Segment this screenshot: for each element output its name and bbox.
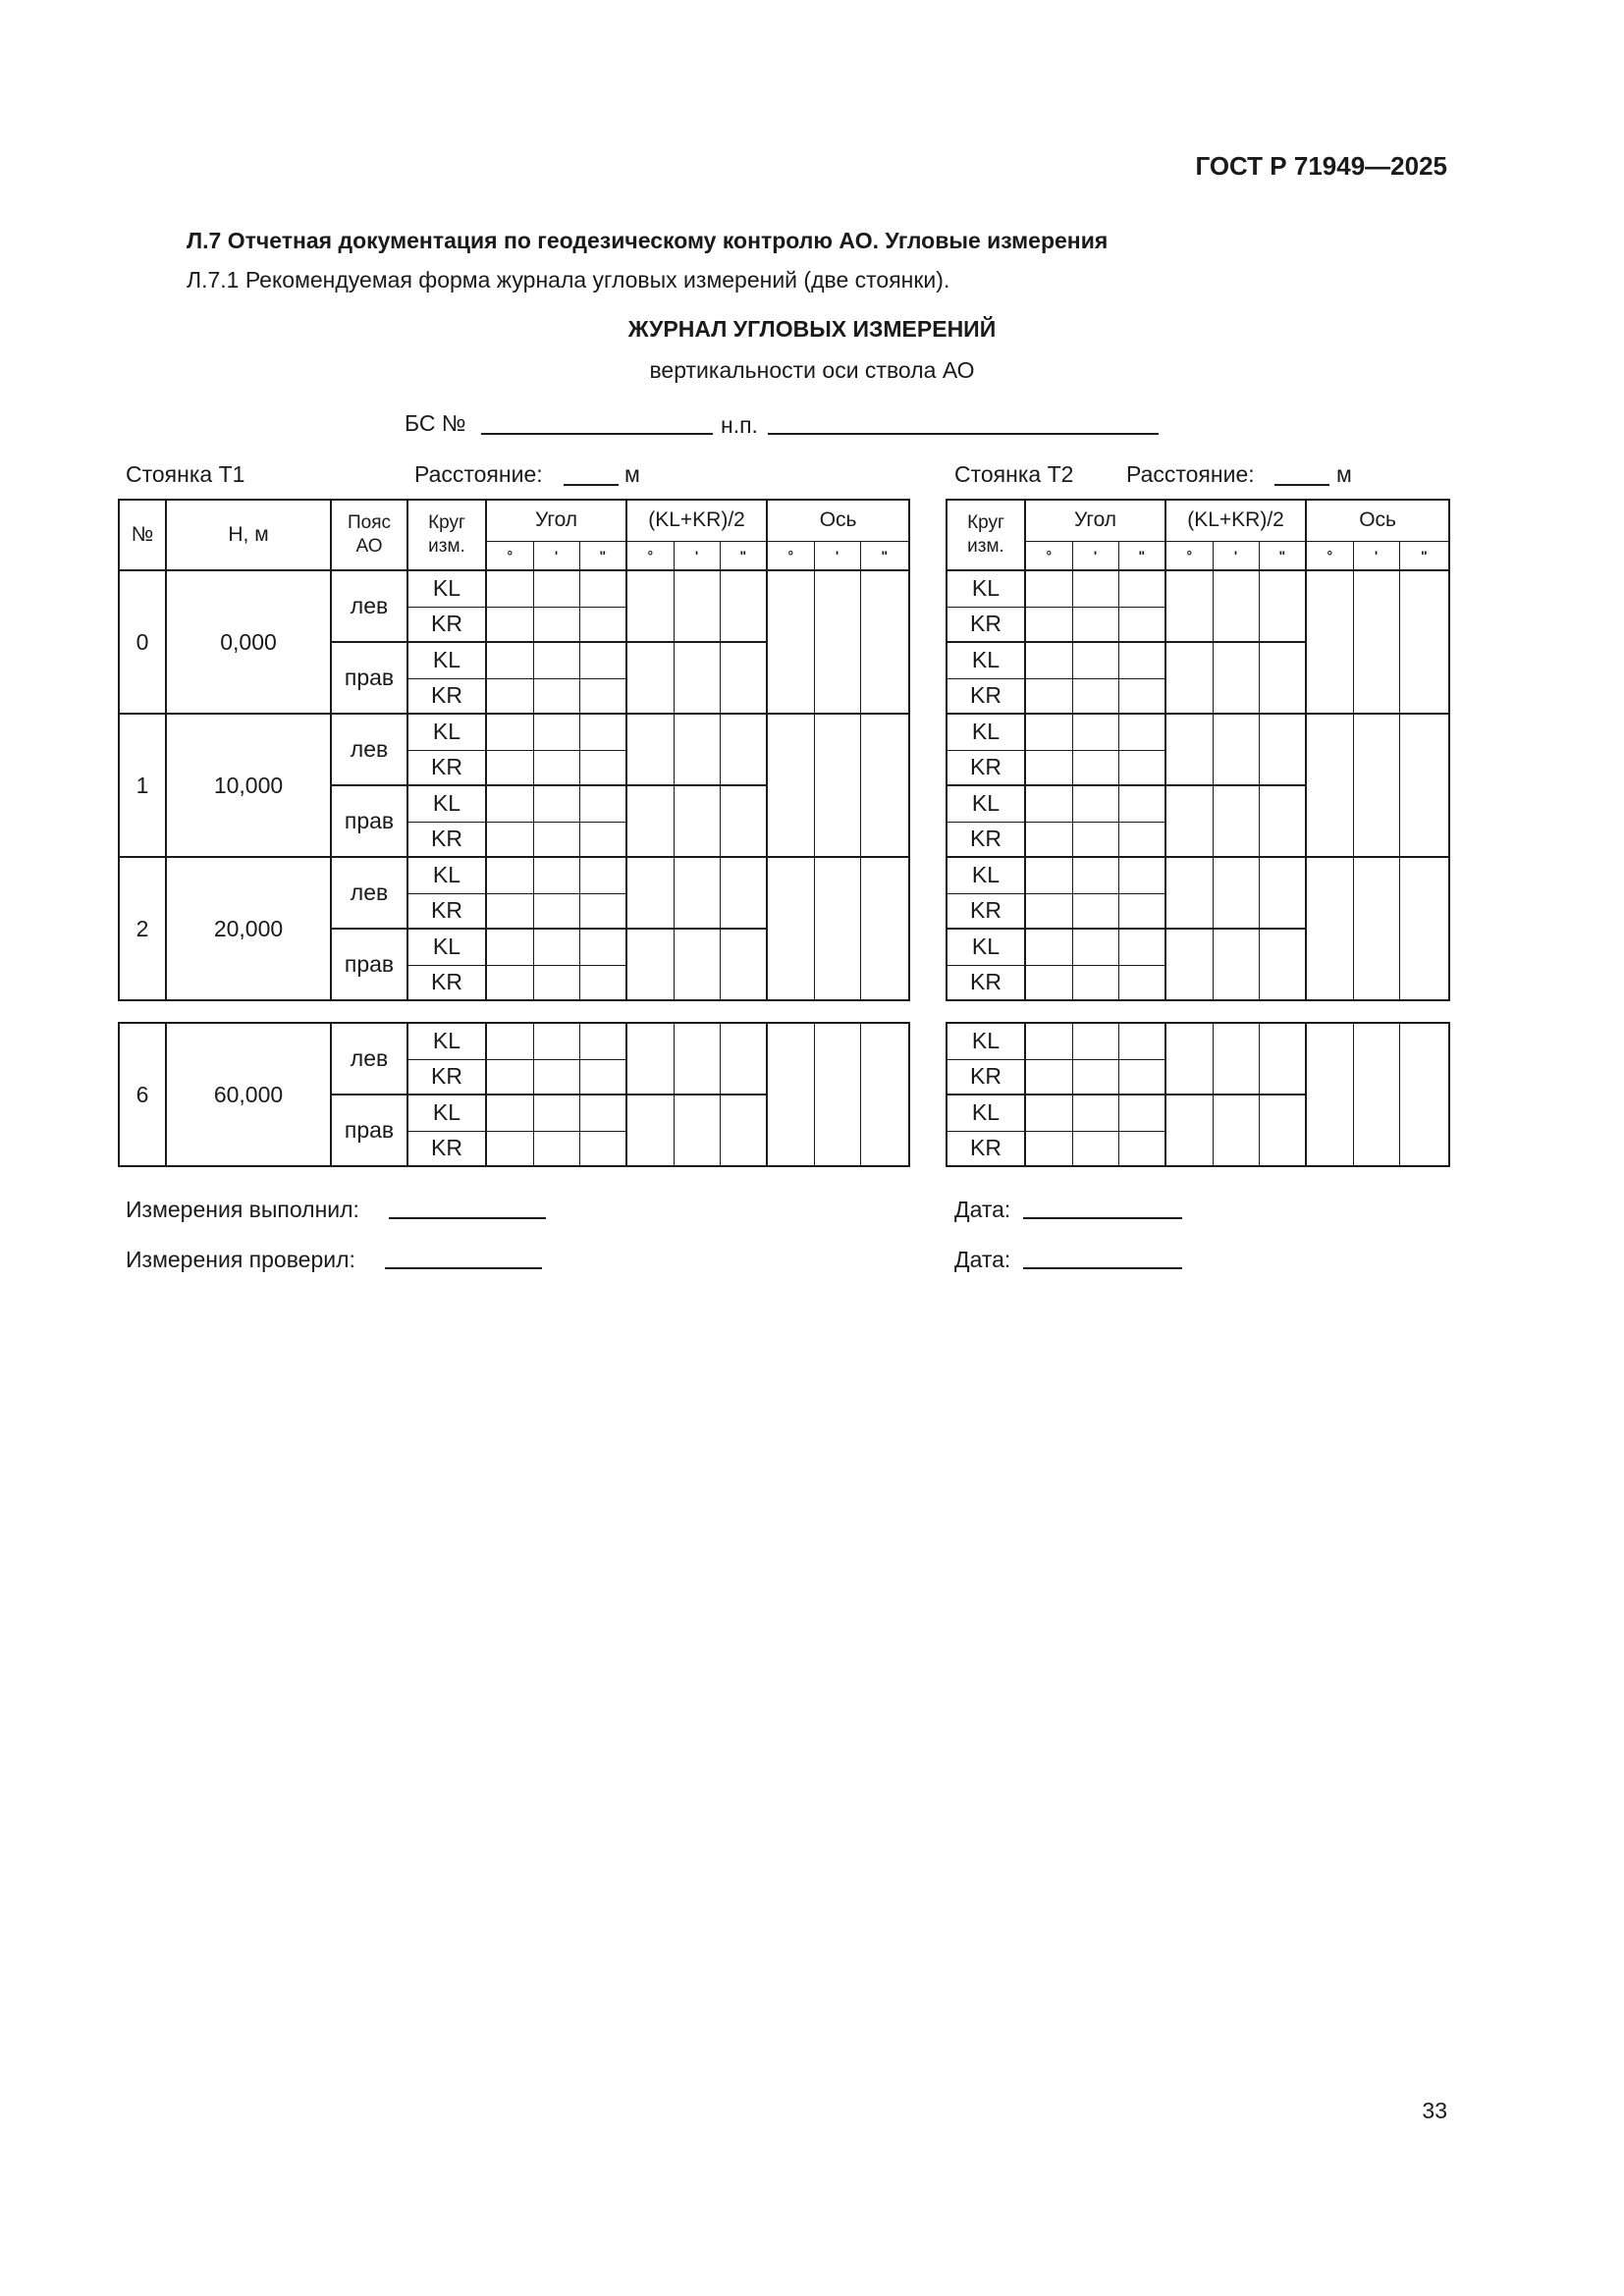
angle-min-cell[interactable] <box>1072 678 1118 714</box>
angle-deg-cell[interactable] <box>486 714 533 750</box>
mean-sec-cell[interactable] <box>720 857 767 929</box>
axis-deg-cell[interactable] <box>1306 1023 1353 1166</box>
axis-sec-cell[interactable] <box>860 1023 909 1166</box>
mean-sec-cell[interactable] <box>720 714 767 785</box>
circle-kr: KR <box>947 1059 1025 1095</box>
mean-sec-cell[interactable] <box>1259 1023 1306 1095</box>
angle-deg-cell[interactable] <box>1025 607 1072 642</box>
journal-subtitle: вертикальности оси ствола АО <box>649 357 975 383</box>
mean-sec-cell[interactable] <box>720 1095 767 1166</box>
angle-sec-cell[interactable] <box>1118 750 1165 785</box>
station2-label: Стоянка Т2 <box>954 461 1074 487</box>
mean-deg-cell[interactable] <box>1165 929 1213 1000</box>
angle-min-cell[interactable] <box>533 1095 579 1131</box>
mean-min-cell[interactable] <box>1213 642 1259 714</box>
row-number: 2 <box>119 857 166 1000</box>
journal-title: ЖУРНАЛ УГЛОВЫХ ИЗМЕРЕНИЙ <box>627 316 997 342</box>
second-symbol: " <box>1118 541 1165 570</box>
mean-min-cell[interactable] <box>674 1023 720 1095</box>
angle-min-cell[interactable] <box>533 965 579 1000</box>
minute-symbol: ' <box>1353 541 1399 570</box>
station2-unit: м <box>1336 461 1352 487</box>
mean-sec-cell[interactable] <box>720 570 767 642</box>
mean-sec-cell[interactable] <box>1259 714 1306 785</box>
angle-sec-cell[interactable] <box>1118 785 1165 822</box>
angle-min-cell[interactable] <box>533 822 579 857</box>
degree-symbol: ° <box>767 541 814 570</box>
angle-sec-cell[interactable] <box>1118 1095 1165 1131</box>
angle-deg-cell[interactable] <box>486 750 533 785</box>
mean-sec-cell[interactable] <box>720 929 767 1000</box>
angle-deg-cell[interactable] <box>486 607 533 642</box>
mean-deg-cell[interactable] <box>1165 642 1213 714</box>
angle-deg-cell[interactable] <box>486 785 533 822</box>
axis-min-cell[interactable] <box>814 1023 860 1166</box>
circle-kr: KR <box>407 893 486 929</box>
section-title: Л.7 Отчетная документация по геодезическому контролю АО. Угловые измерения <box>187 228 1109 253</box>
angle-sec-cell[interactable] <box>579 1095 626 1131</box>
angle-deg-cell[interactable] <box>486 857 533 893</box>
circle-kl: KL <box>407 570 486 607</box>
second-symbol: " <box>1259 541 1306 570</box>
minute-symbol: ' <box>1213 541 1259 570</box>
circle-kr: KR <box>947 965 1025 1000</box>
circle-kl: KL <box>407 714 486 750</box>
circle-kr: KR <box>947 822 1025 857</box>
mean-sec-cell[interactable] <box>1259 570 1306 642</box>
checked-date-field[interactable] <box>1023 1267 1182 1269</box>
angle-min-cell[interactable] <box>533 714 579 750</box>
axis-min-cell[interactable] <box>1353 1023 1399 1166</box>
bs-number-field[interactable] <box>481 433 713 435</box>
belt-left: лев <box>331 570 407 642</box>
axis-deg-cell[interactable] <box>767 570 814 714</box>
angle-deg-cell[interactable] <box>1025 893 1072 929</box>
axis-deg-cell[interactable] <box>1306 857 1353 1000</box>
minute-symbol: ' <box>1072 541 1118 570</box>
axis-deg-cell[interactable] <box>1306 570 1353 714</box>
page-number: 33 <box>1422 2098 1447 2123</box>
angle-min-cell[interactable] <box>533 1059 579 1095</box>
col-circle-header: Круг изм. <box>407 500 486 570</box>
angle-sec-cell[interactable] <box>579 678 626 714</box>
axis-sec-cell[interactable] <box>860 570 909 714</box>
second-symbol: " <box>720 541 767 570</box>
station1-label: Стоянка Т1 <box>126 461 245 487</box>
mean-sec-cell[interactable] <box>720 1023 767 1095</box>
angle-sec-cell[interactable] <box>579 607 626 642</box>
angle-sec-cell[interactable] <box>1118 642 1165 678</box>
performed-date-field[interactable] <box>1023 1217 1182 1219</box>
section-subtitle: Л.7.1 Рекомендуемая форма журнала угловых измерений (две стоянки). <box>187 267 950 293</box>
axis-sec-cell[interactable] <box>1399 1023 1449 1166</box>
axis-sec-cell[interactable] <box>860 857 909 1000</box>
circle-kr: KR <box>947 893 1025 929</box>
performed-signature-field[interactable] <box>389 1217 546 1219</box>
angle-deg-cell[interactable] <box>1025 750 1072 785</box>
angle-sec-cell[interactable] <box>579 1023 626 1059</box>
mean-min-cell[interactable] <box>1213 785 1259 857</box>
circle-kl: KL <box>407 642 486 678</box>
np-field[interactable] <box>768 433 1159 435</box>
angle-min-cell[interactable] <box>1072 1131 1118 1166</box>
circle-kl: KL <box>947 785 1025 822</box>
angle-min-cell[interactable] <box>1072 642 1118 678</box>
bs-label: БС № <box>405 410 466 436</box>
row-number: 6 <box>119 1023 166 1166</box>
col-mean-header: (KL+KR)/2 <box>626 500 767 541</box>
angle-deg-cell[interactable] <box>486 822 533 857</box>
angle-deg-cell[interactable] <box>1025 785 1072 822</box>
angle-min-cell[interactable] <box>1072 965 1118 1000</box>
circle-kl: KL <box>407 1095 486 1131</box>
mean-min-cell[interactable] <box>674 857 720 929</box>
belt-right: прав <box>331 929 407 1000</box>
station1-table <box>118 499 910 1001</box>
angle-deg-cell[interactable] <box>486 678 533 714</box>
mean-min-cell[interactable] <box>674 785 720 857</box>
angle-min-cell[interactable] <box>1072 893 1118 929</box>
angle-deg-cell[interactable] <box>1025 1059 1072 1095</box>
angle-sec-cell[interactable] <box>579 1059 626 1095</box>
second-symbol: " <box>579 541 626 570</box>
row-number: 1 <box>119 714 166 857</box>
mean-deg-cell[interactable] <box>626 1023 674 1095</box>
angle-deg-cell[interactable] <box>486 1059 533 1095</box>
station1-distance-label: Расстояние: <box>414 461 543 487</box>
mean-deg-cell[interactable] <box>1165 857 1213 929</box>
axis-min-cell[interactable] <box>1353 570 1399 714</box>
mean-sec-cell[interactable] <box>1259 857 1306 929</box>
mean-min-cell[interactable] <box>674 570 720 642</box>
angle-sec-cell[interactable] <box>1118 893 1165 929</box>
circle-kr: KR <box>947 1131 1025 1166</box>
circle-kl: KL <box>947 570 1025 607</box>
circle-kr: KR <box>407 607 486 642</box>
angle-min-cell[interactable] <box>1072 822 1118 857</box>
belt-right: прав <box>331 785 407 857</box>
angle-sec-cell[interactable] <box>579 965 626 1000</box>
angle-sec-cell[interactable] <box>1118 678 1165 714</box>
axis-sec-cell[interactable] <box>1399 857 1449 1000</box>
station1-distance-field[interactable] <box>564 484 619 486</box>
angle-sec-cell[interactable] <box>1118 607 1165 642</box>
mean-sec-cell[interactable] <box>720 642 767 714</box>
minute-symbol: ' <box>674 541 720 570</box>
degree-symbol: ° <box>1306 541 1353 570</box>
angle-sec-cell[interactable] <box>579 785 626 822</box>
checked-label: Измерения проверил: <box>126 1247 355 1272</box>
belt-left: лев <box>331 714 407 785</box>
angle-min-cell[interactable] <box>533 929 579 965</box>
angle-deg-cell[interactable] <box>486 893 533 929</box>
angle-sec-cell[interactable] <box>579 857 626 893</box>
station2-distance-field[interactable] <box>1274 484 1329 486</box>
mean-deg-cell[interactable] <box>626 1095 674 1166</box>
checked-date-label: Дата: <box>954 1247 1011 1272</box>
angle-sec-cell[interactable] <box>579 714 626 750</box>
axis-min-cell[interactable] <box>814 857 860 1000</box>
minute-symbol: ' <box>533 541 579 570</box>
second-symbol: " <box>860 541 909 570</box>
col-axis-header: Ось <box>1306 500 1449 541</box>
mean-min-cell[interactable] <box>674 929 720 1000</box>
circle-kl: KL <box>947 857 1025 893</box>
angle-sec-cell[interactable] <box>1118 857 1165 893</box>
angle-deg-cell[interactable] <box>486 965 533 1000</box>
mean-deg-cell[interactable] <box>626 642 674 714</box>
mean-deg-cell[interactable] <box>626 929 674 1000</box>
row-height: 10,000 <box>166 714 331 857</box>
angle-min-cell[interactable] <box>533 678 579 714</box>
degree-symbol: ° <box>1025 541 1072 570</box>
angle-sec-cell[interactable] <box>579 1131 626 1166</box>
angle-min-cell[interactable] <box>1072 1059 1118 1095</box>
angle-min-cell[interactable] <box>533 785 579 822</box>
angle-min-cell[interactable] <box>533 607 579 642</box>
angle-min-cell[interactable] <box>1072 714 1118 750</box>
axis-min-cell[interactable] <box>1353 714 1399 857</box>
performed-date-label: Дата: <box>954 1197 1011 1222</box>
angle-min-cell[interactable] <box>1072 570 1118 607</box>
angle-deg-cell[interactable] <box>1025 570 1072 607</box>
circle-kr: KR <box>947 607 1025 642</box>
col-mean-header: (KL+KR)/2 <box>1165 500 1306 541</box>
angle-min-cell[interactable] <box>1072 607 1118 642</box>
mean-min-cell[interactable] <box>674 1095 720 1166</box>
angle-min-cell[interactable] <box>1072 857 1118 893</box>
angle-deg-cell[interactable] <box>1025 822 1072 857</box>
mean-min-cell[interactable] <box>1213 1023 1259 1095</box>
angle-deg-cell[interactable] <box>1025 642 1072 678</box>
axis-min-cell[interactable] <box>814 714 860 857</box>
angle-deg-cell[interactable] <box>486 1131 533 1166</box>
angle-sec-cell[interactable] <box>579 570 626 607</box>
angle-min-cell[interactable] <box>1072 750 1118 785</box>
axis-deg-cell[interactable] <box>1306 714 1353 857</box>
station2-distance-label: Расстояние: <box>1126 461 1255 487</box>
angle-deg-cell[interactable] <box>1025 714 1072 750</box>
mean-deg-cell[interactable] <box>1165 785 1213 857</box>
angle-min-cell[interactable] <box>1072 785 1118 822</box>
station1-unit: м <box>624 461 640 487</box>
angle-deg-cell[interactable] <box>1025 929 1072 965</box>
angle-sec-cell[interactable] <box>1118 1059 1165 1095</box>
mean-min-cell[interactable] <box>674 642 720 714</box>
mean-min-cell[interactable] <box>1213 714 1259 785</box>
angle-min-cell[interactable] <box>533 750 579 785</box>
angle-deg-cell[interactable] <box>1025 1095 1072 1131</box>
axis-deg-cell[interactable] <box>767 1023 814 1166</box>
station1-table-extra <box>118 1022 910 1167</box>
angle-deg-cell[interactable] <box>1025 965 1072 1000</box>
mean-deg-cell[interactable] <box>1165 714 1213 785</box>
mean-sec-cell[interactable] <box>1259 642 1306 714</box>
col-angle-header: Угол <box>1025 500 1165 541</box>
angle-sec-cell[interactable] <box>1118 570 1165 607</box>
axis-sec-cell[interactable] <box>860 714 909 857</box>
circle-kl: KL <box>407 785 486 822</box>
circle-kl: KL <box>947 714 1025 750</box>
mean-deg-cell[interactable] <box>626 857 674 929</box>
col-axis-header: Ось <box>767 500 909 541</box>
angle-deg-cell[interactable] <box>1025 857 1072 893</box>
circle-kl: KL <box>947 642 1025 678</box>
circle-kr: KR <box>407 822 486 857</box>
circle-kr: KR <box>407 1131 486 1166</box>
minute-symbol: ' <box>814 541 860 570</box>
angle-min-cell[interactable] <box>1072 929 1118 965</box>
axis-min-cell[interactable] <box>1353 857 1399 1000</box>
angle-sec-cell[interactable] <box>1118 965 1165 1000</box>
circle-kl: KL <box>947 929 1025 965</box>
angle-sec-cell[interactable] <box>1118 714 1165 750</box>
col-no-header: № <box>119 500 166 570</box>
row-height: 60,000 <box>166 1023 331 1166</box>
axis-sec-cell[interactable] <box>1399 714 1449 857</box>
belt-right: прав <box>331 642 407 714</box>
circle-kr: KR <box>407 965 486 1000</box>
circle-kl: KL <box>947 1095 1025 1131</box>
belt-left: лев <box>331 1023 407 1095</box>
checked-signature-field[interactable] <box>385 1267 542 1269</box>
circle-kr: KR <box>407 678 486 714</box>
circle-kr: KR <box>407 750 486 785</box>
angle-min-cell[interactable] <box>1072 1023 1118 1059</box>
mean-deg-cell[interactable] <box>1165 1095 1213 1166</box>
mean-deg-cell[interactable] <box>626 570 674 642</box>
col-circle-header: Круг изм. <box>947 500 1025 570</box>
circle-kr: KR <box>947 678 1025 714</box>
angle-deg-cell[interactable] <box>486 570 533 607</box>
row-height: 20,000 <box>166 857 331 1000</box>
angle-deg-cell[interactable] <box>486 1095 533 1131</box>
row-height: 0,000 <box>166 570 331 714</box>
angle-min-cell[interactable] <box>533 1131 579 1166</box>
angle-min-cell[interactable] <box>533 893 579 929</box>
performed-label: Измерения выполнил: <box>126 1197 359 1222</box>
angle-min-cell[interactable] <box>533 570 579 607</box>
col-angle-header: Угол <box>486 500 626 541</box>
angle-deg-cell[interactable] <box>1025 1023 1072 1059</box>
mean-deg-cell[interactable] <box>1165 570 1213 642</box>
circle-kl: KL <box>947 1023 1025 1059</box>
mean-sec-cell[interactable] <box>720 785 767 857</box>
angle-deg-cell[interactable] <box>1025 678 1072 714</box>
angle-deg-cell[interactable] <box>486 929 533 965</box>
document-standard-header: ГОСТ Р 71949—2025 <box>1195 151 1447 181</box>
degree-symbol: ° <box>486 541 533 570</box>
axis-deg-cell[interactable] <box>767 714 814 857</box>
angle-deg-cell[interactable] <box>1025 1131 1072 1166</box>
belt-left: лев <box>331 857 407 929</box>
mean-deg-cell[interactable] <box>1165 1023 1213 1095</box>
angle-sec-cell[interactable] <box>1118 1023 1165 1059</box>
angle-deg-cell[interactable] <box>486 642 533 678</box>
angle-sec-cell[interactable] <box>579 929 626 965</box>
circle-kr: KR <box>407 1059 486 1095</box>
second-symbol: " <box>1399 541 1449 570</box>
axis-sec-cell[interactable] <box>1399 570 1449 714</box>
col-h-header: Н, м <box>166 500 331 570</box>
mean-deg-cell[interactable] <box>626 714 674 785</box>
circle-kl: KL <box>407 929 486 965</box>
mean-min-cell[interactable] <box>674 714 720 785</box>
mean-sec-cell[interactable] <box>1259 785 1306 857</box>
mean-sec-cell[interactable] <box>1259 929 1306 1000</box>
circle-kl: KL <box>407 857 486 893</box>
angle-min-cell[interactable] <box>533 857 579 893</box>
row-number: 0 <box>119 570 166 714</box>
circle-kr: KR <box>947 750 1025 785</box>
degree-symbol: ° <box>1165 541 1213 570</box>
mean-sec-cell[interactable] <box>1259 1095 1306 1166</box>
station2-table <box>946 499 1450 1001</box>
angle-sec-cell[interactable] <box>579 822 626 857</box>
col-belt-header: Пояс АО <box>331 500 407 570</box>
angle-sec-cell[interactable] <box>579 893 626 929</box>
angle-sec-cell[interactable] <box>579 642 626 678</box>
belt-right: прав <box>331 1095 407 1166</box>
axis-deg-cell[interactable] <box>767 857 814 1000</box>
axis-min-cell[interactable] <box>814 570 860 714</box>
angle-min-cell[interactable] <box>1072 1095 1118 1131</box>
mean-min-cell[interactable] <box>1213 1095 1259 1166</box>
mean-min-cell[interactable] <box>1213 929 1259 1000</box>
angle-sec-cell[interactable] <box>1118 822 1165 857</box>
mean-min-cell[interactable] <box>1213 570 1259 642</box>
angle-min-cell[interactable] <box>533 642 579 678</box>
mean-min-cell[interactable] <box>1213 857 1259 929</box>
mean-deg-cell[interactable] <box>626 785 674 857</box>
angle-sec-cell[interactable] <box>1118 929 1165 965</box>
angle-sec-cell[interactable] <box>579 750 626 785</box>
circle-kl: KL <box>407 1023 486 1059</box>
station2-table-extra <box>946 1022 1450 1167</box>
angle-min-cell[interactable] <box>533 1023 579 1059</box>
np-label: н.п. <box>721 412 758 438</box>
angle-deg-cell[interactable] <box>486 1023 533 1059</box>
degree-symbol: ° <box>626 541 674 570</box>
angle-sec-cell[interactable] <box>1118 1131 1165 1166</box>
